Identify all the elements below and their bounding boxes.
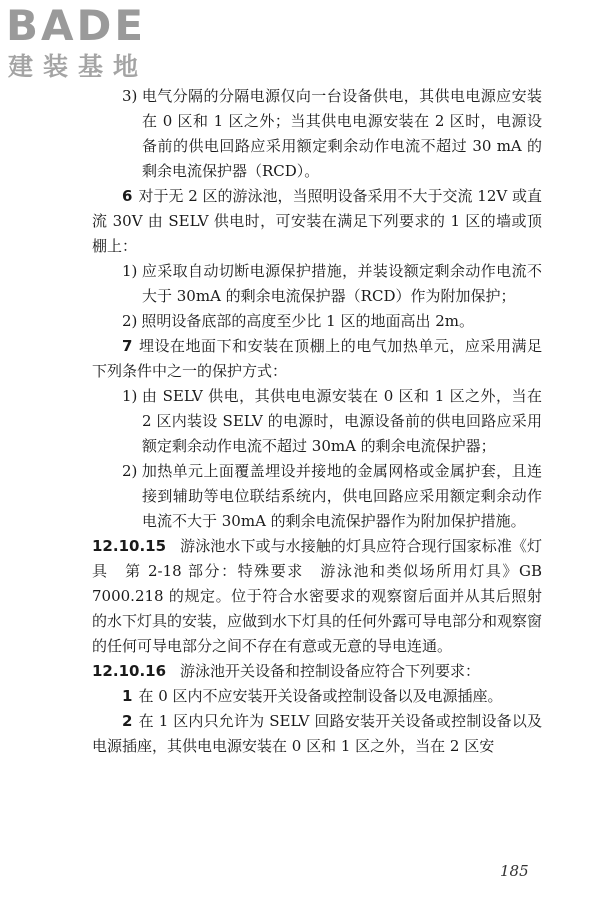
paragraph-number: 6 (122, 187, 133, 205)
item-text: 加热单元上面覆盖埋设并接地的金属网格或金属护套，且连接到辅助等电位联结系统内，供电回路应采用额定剩余动作电流不大于 30mA 的剩余电流保护器作为附加保护措施。 (141, 462, 542, 530)
numbered-paragraph (92, 334, 542, 384)
item-marker: 2) (122, 462, 138, 480)
item-text: 电气分隔的分隔电源仅向一台设备供电，其供电电源应安装在 0 区和 1 区之外；当其供电电源安装在 2 区时，电源设备前的供电回路应采用额定剩余动作电流不超过 30 mA 的剩余电流保护器（RCD）。 (141, 87, 542, 180)
clause-number: 12.10.16 (92, 662, 167, 680)
item-marker: 1) (122, 262, 138, 280)
numbered-paragraph (92, 184, 542, 259)
clause-paragraph (92, 659, 542, 684)
clause-number: 12.10.15 (92, 537, 167, 555)
paragraph-number: 1 (122, 687, 133, 705)
clause-paragraph (92, 534, 542, 659)
page-number: 185 (500, 862, 529, 880)
clause-text: 游泳池开关设备和控制设备应符合下列要求： (180, 662, 481, 680)
list-item (92, 309, 542, 334)
numbered-paragraph (92, 684, 542, 709)
list-item (92, 84, 542, 184)
logo-subtitle: 建装基地 (8, 52, 149, 81)
numbered-paragraph (92, 709, 542, 759)
logo-wordmark: BADE (6, 1, 147, 50)
item-text: 应采取自动切断电源保护措施，并装设额定剩余动作电流不大于 30mA 的剩余电流保护器（RCD）作为附加保护； (141, 262, 542, 305)
list-item (92, 384, 542, 459)
item-marker: 1) (122, 387, 138, 405)
bade-logo (6, 1, 149, 82)
paragraph-text: 在 1 区内只允许为 SELV 回路安装开关设备或控制设备以及电源插座，其供电电源安装在 0 区和 1 区之外，当在 2 区安 (92, 712, 542, 755)
item-text: 由 SELV 供电，其供电电源安装在 0 区和 1 区之外，当在 2 区内装设 SELV 的电源时，电源设备前的供电回路应采用额定剩余动作电流不超过 30mA 的剩余电流保护器； (141, 387, 542, 455)
item-marker: 3) (122, 87, 138, 105)
clause-text: 游泳池水下或与水接触的灯具应符合现行国家标准《灯具 第 2-18 部分：特殊要求 游泳池和类似场所用灯具》GB 7000.218 的规定。位于符合水密要求的观察窗后面并从其后照射的水下灯具的安装，应做到水下灯具的任何外露可导电部分和观察窗的任何可导电部分之间不存在有意或无意的导电连通。 (92, 537, 543, 655)
item-text: 照明设备底部的高度至少比 1 区的地面高出 2m。 (141, 312, 475, 330)
item-marker: 2) (122, 312, 138, 330)
list-item (92, 459, 542, 534)
list-item (92, 259, 542, 309)
paragraph-number: 2 (122, 712, 133, 730)
paragraph-text: 对于无 2 区的游泳池，当照明设备采用不大于交流 12V 或直流 30V 由 SELV 供电时，可安装在满足下列要求的 1 区的墙或顶棚上： (92, 187, 542, 255)
paragraph-text: 埋设在地面下和安装在顶棚上的电气加热单元，应采用满足下列条件中之一的保护方式： (92, 337, 542, 380)
page-body (92, 84, 542, 759)
paragraph-text: 在 0 区内不应安装开关设备或控制设备以及电源插座。 (138, 687, 503, 705)
paragraph-number: 7 (122, 337, 133, 355)
